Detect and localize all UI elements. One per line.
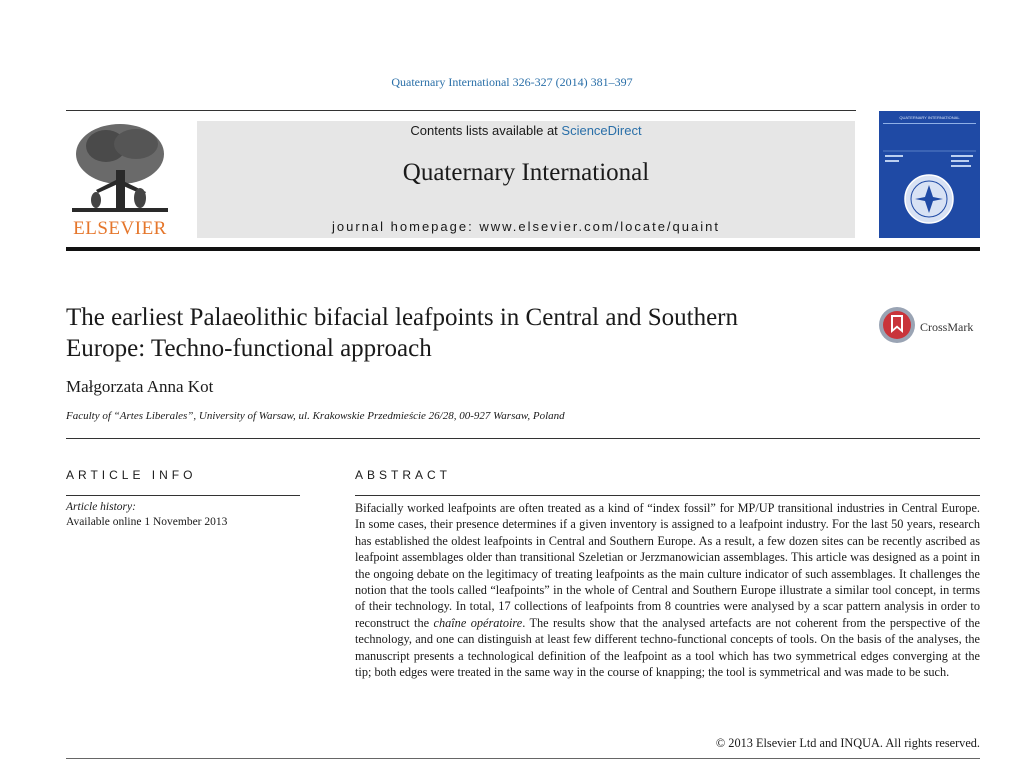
elsevier-logo[interactable] — [66, 120, 174, 240]
author-name[interactable]: Małgorzata Anna Kot — [66, 377, 214, 396]
elsevier-wordmark: ELSEVIER — [73, 218, 167, 239]
article-history-value: Available online 1 November 2013 — [66, 516, 228, 528]
journal-homepage[interactable]: journal homepage: www.elsevier.com/locate/quaint — [332, 219, 720, 234]
header-rule — [66, 110, 856, 111]
abstract-heading: ABSTRACT — [355, 468, 452, 482]
abstract-text-italic: chaîne opératoire — [433, 615, 523, 630]
abstract-text — [355, 500, 980, 680]
journal-banner — [197, 121, 855, 238]
contents-line — [197, 123, 855, 138]
article-info-rule — [66, 495, 300, 496]
abstract-rule — [355, 495, 980, 496]
author-affiliation: Faculty of “Artes Liberales”, University of Warsaw, ul. Krakowskie Przedmieście 26/28, 00-927 Warsaw, Poland — [66, 410, 565, 422]
abstract-text-part-1: Bifacially worked leafpoints are often treated as a kind of “index fossil” for MP/UP transitional industries in Central Europe. In some cases, their presence determines if a given inventory is assigned to a leafpoint industry. For the last 50 years, research has established the oldest leafpoints in Central and Southern Europe. As a result, a few dozen sites can be recently ascribed as leafpoint assemblages older than transitional Szeletian or Jerzmanowician assemblages. This article was designed as a point in the ongoing debate on the legitimacy of treating leafpoints as the main culture indicator of such assemblages. It challenges the notion that the tools called “leafpoints” in the whole of Central and Southern Europe illustrate a similar tool concept, in terms of their technology. In total, 17 collections of leafpoints from 8 countries were analysed by a scar pattern analysis in order to reconstruct the — [355, 501, 980, 630]
inqua-emblem-icon — [879, 111, 980, 238]
crossmark-icon — [878, 306, 916, 344]
footer-rule — [66, 758, 980, 759]
article-title-line-1: The earliest Palaeolithic bifacial leafpoints in Central and Southern — [66, 304, 738, 331]
article-title — [66, 302, 846, 364]
cover-heading: QUATERNARY INTERNATIONAL — [883, 115, 976, 124]
journal-title: Quaternary International — [402, 159, 650, 186]
contents-prefix: Contents lists available at — [410, 123, 562, 138]
crossmark-button[interactable] — [878, 306, 988, 346]
journal-citation[interactable]: Quaternary International 326-327 (2014) 381–397 — [391, 75, 633, 89]
abstract-text-part-2: . The results show that the analysed artefacts are not coherent from the perspective of the technology, and one can distinguish at least few different techno-functional concepts of tools. On the basis of the analyses, the manuscript presents a technological definition of the leafpoint as a tool which has two symmetrical edges converging at the tip; both edges were treated in the same way in the course of knapping; the tool is symmetrical and was made to be such. — [355, 615, 980, 680]
tree-icon — [66, 120, 174, 218]
article-history-label: Article history: — [66, 501, 136, 513]
crossmark-label: CrossMark — [920, 320, 974, 334]
article-title-line-2: Europe: Techno-functional approach — [66, 335, 432, 362]
header-thick-rule — [66, 247, 980, 251]
section-rule — [66, 438, 980, 439]
journal-cover[interactable] — [879, 111, 980, 238]
sciencedirect-link[interactable]: ScienceDirect — [561, 123, 642, 138]
article-info-heading: ARTICLE INFO — [66, 468, 197, 482]
copyright-notice: © 2013 Elsevier Ltd and INQUA. All rights reserved. — [715, 736, 980, 750]
